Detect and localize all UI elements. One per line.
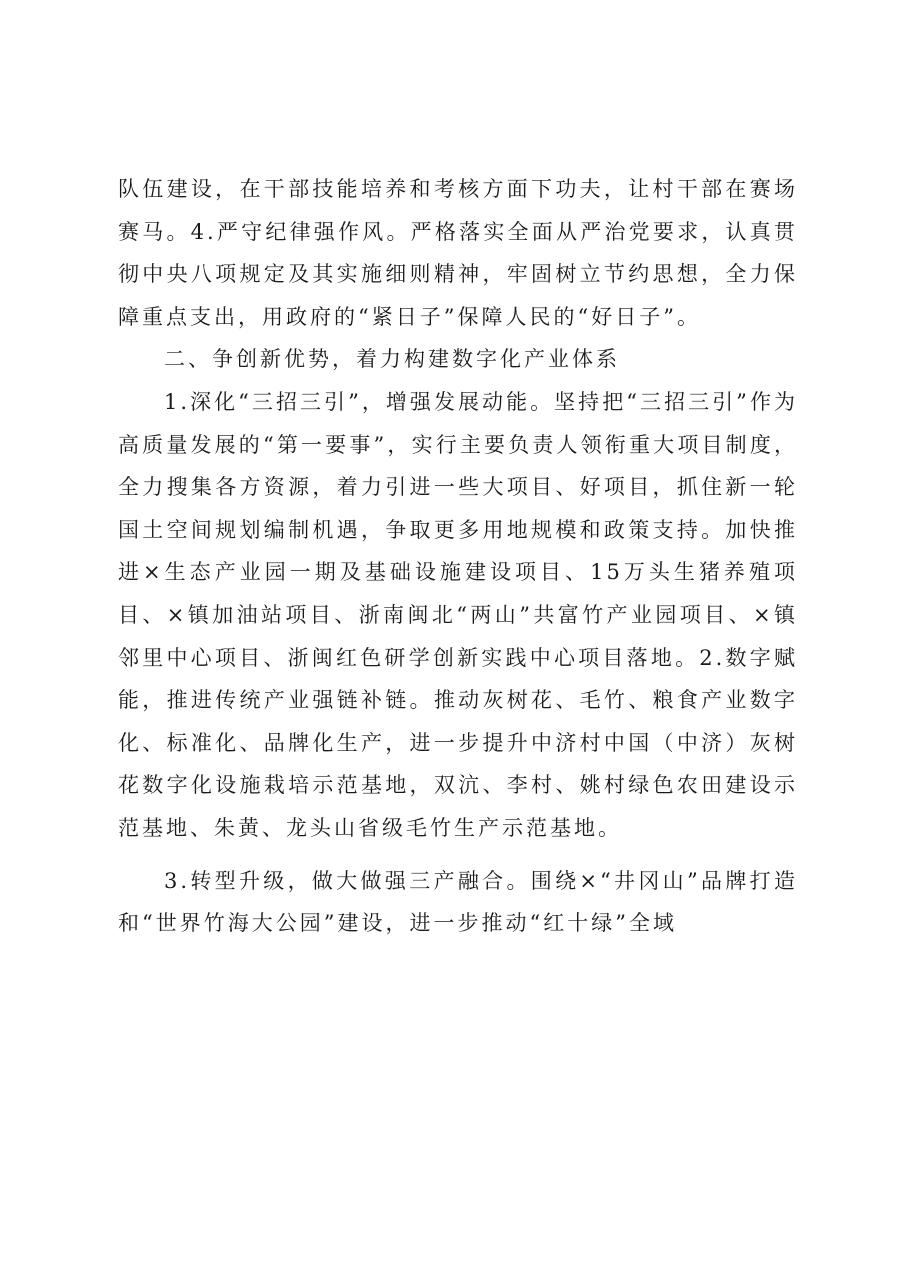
paragraph: 3.转型升级，做大做强三产融合。围绕×“井冈山”品牌打造和“世界竹海大公园”建设，进一步推动“红十绿”全域 <box>118 868 798 936</box>
paragraph-continued: 队伍建设，在干部技能培养和考核方面下功夫，让村干部在赛场赛马。4.严守纪律强作风。严格落实全面从严治党要求，认真贯彻中央八项规定及其实施细则精神，牢固树立节约思想，全力保障重点支出，用政府的“紧日子”保障人民的“好日子”。 <box>118 177 798 329</box>
document-body <box>118 168 798 945</box>
section-heading: 二、争创新优势，着力构建数字化产业体系 <box>164 347 620 372</box>
paragraph: 1.深化“三招三引”，增强发展动能。坚持把“三招三引”作为高质量发展的“第一要事”，实行主要负责人领衔重大项目制度，全力搜集各方资源，着力引进一些大项目、好项目，抓住新一轮国土空间规划编制机遇，争取更多用地规模和政策支持。加快推进×生态产业园一期及基础设施建设项目、15万头生猪养殖项目、×镇加油站项目、浙南闽北“两山”共富竹产业园项目、×镇邻里中心项目、浙闽红色研学创新实践中心项目落地。2.数字赋能，推进传统产业强链补链。推动灰树花、毛竹、粮食产业数字化、标准化、品牌化生产，进一步提升中济村中国（中济）灰树花数字化设施栽培示范基地，双沆、李村、姚村绿色农田建设示范基地、朱黄、龙头山省级毛竹生产示范基地。 <box>118 389 798 840</box>
